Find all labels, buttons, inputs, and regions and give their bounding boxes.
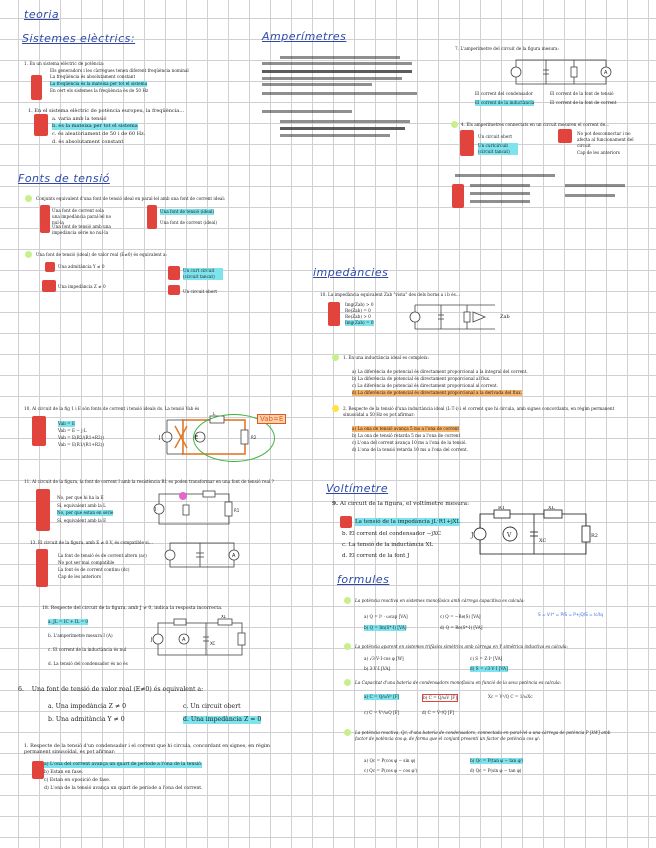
redaction-mark [168,285,180,295]
option-3: Re(Zab) > 0 [345,314,371,319]
question-stem: Conjunts equivalent d'una font de tensió ideal en paral·lel amb una font de corrent ideal: [36,196,226,201]
option-d: d. El corrent de la font J [342,553,410,559]
svg-text:R2: R2 [251,435,257,440]
option-line-2: Vab = E − j·L [58,428,87,433]
option-d: Sí, equivalent amb la E [57,518,107,523]
option-b-highlighted: b) Qc = P(tan φ − tan φ') [470,758,524,763]
question-number: 6. [18,686,24,693]
option-c-highlighted: La freqüència és la mateixa per tot el sistema [50,81,148,86]
question-number: 2. [343,406,347,411]
svg-text:I: I [155,507,157,513]
svg-text:R1: R1 [234,508,240,513]
redaction-mark [36,489,50,531]
option-b-highlighted: Un curtcircuit (circuit tancat) [478,143,518,155]
heading-sistemes-electrics: Sistemes elèctrics: [22,32,136,45]
formula-stem: La potència reactiva, Qc, d'una bateria de condensadors, connectada en paral·lel a una càrrega de potència P [kW] amb factor de potència cos φ, de forma que el conjunt presenti un factor de potència cos φ': [355,730,611,741]
option-d: El corrent de la font de corrent [550,100,617,105]
question-stem: 4. Els amperímetres connectats en un circuit mesuren el corrent de… [461,122,610,127]
bullet-marker [344,729,351,736]
redaction-mark [328,302,340,326]
option-b-highlighted: b) Q = Im(S*·I) [VA] [364,625,407,630]
blurred-note-line [455,174,555,177]
option-2: Re(Zab) = 0 [345,308,371,313]
option-c: El corrent de la font de tensió [550,91,614,96]
heading-impedancies: impedàncies [313,266,389,279]
circuit-diagram-imp1 [405,300,515,334]
blurred-note-line [262,62,412,65]
option-d: d) L'ona de la tensió retarda 10 ms a l'ona del corrent. [352,447,469,452]
svg-text:XC: XC [539,538,547,544]
question-stem: 1. Respecte de la tensió d'un condensador i el corrent que hi circula, concordant en signes, en règim permanent sinusoïdal, es pot afirmar: [24,744,270,755]
redaction-mark [32,761,44,779]
blurred-note-line [565,194,615,197]
option-a: a. varia amb la tensió [52,116,107,122]
question-stem: 1. En un sistema elèctric de potència: [24,61,105,66]
svg-text:V: V [507,532,512,539]
option-b: b) C = Q/ωV [F] [423,695,457,700]
option-b: La freqüència és absolutament constant [50,74,136,79]
svg-text:E: E [195,435,199,441]
blurred-note-line [280,120,410,123]
question-stem: 18. Respecte del circuit de la figura, amb J ≠ 0, indica la resposta incorrecta. [42,606,223,611]
bullet-marker [344,679,351,686]
svg-text:XC: XC [210,641,216,646]
option-b: b. L'amperímetre mesura I (A) [48,633,113,638]
option-d: d) L'ona de la tensió avança un quart de període a l'ona del corrent. [44,786,203,791]
question-text: Al circuit de la figura, el voltímetre mesura: [339,501,470,507]
option-d: d) Q = Re(S*·I) [VA] [440,625,483,630]
redaction-mark [460,130,474,156]
option-b: b) Estan en fase. [44,770,84,775]
option-c: c. és aleatòriament de 50 i de 60 Hz. [52,131,146,137]
option-b: b. El corrent del condensador −jXC [342,531,442,537]
bullet-marker [344,643,351,650]
question-stem: 7. L'amperímetre del circuit de la figura mesura: [455,46,559,51]
bullet-marker [25,251,32,258]
option-a: Una admitància Y ≠ 0 [58,264,105,269]
option-c: c) L'ona del corrent avança 10 ms a l'ona de la tensió. [352,440,467,445]
question-stem: 1. En el sistema elèctric de potència europeu, la freqüència… [28,108,185,114]
blurred-note-line [262,77,402,80]
option-a-highlighted: La tensió de la impedància jL·R1+jXL [355,519,461,525]
circuit-diagram-q6 [145,488,240,530]
option-d: En cert els sistemes la freqüència és de 50 Hz [50,88,149,93]
blurred-note-line [470,192,530,195]
question-stem: 13. El circuit de la figura, amb E ≠ 0 V, és compatible si… [30,540,153,545]
svg-text:J: J [159,435,161,441]
option-d: Cap de les anteriors [58,574,101,579]
bullet-marker [451,121,458,128]
option-a: No, per que hi ha la E [57,495,104,500]
formula-stem: La potència aparent en sistemes trifàsics simètrics amb càrrega en Y simètrica inductiva es calcula: [355,644,568,649]
question-stem: 10. La impedància equivalent Zab "vista" des dels borns a i b és… [320,292,460,297]
option-d: d) Qc = P(sin φ − tan φ) [470,768,522,773]
vab-annotation: Vab=E [257,414,286,424]
redaction-mark [340,516,352,528]
option-b: Una font de tensió amb una impedància sèrie no nul·la [52,224,111,235]
question-stem [343,355,429,361]
option-a: a) La diferència de potencial és directament proporcional a la integral del corrent. [352,369,528,374]
option-d-highlighted: d) S = √3·V·I [VA] [470,666,508,671]
option-b-highlighted: El corrent de la inductància [475,100,535,105]
option-a: Els generadors i les càrregues tenen diferent freqüència nominal [50,68,189,73]
heading-amperimetres: Amperímetres [262,30,347,43]
question-stem: 10. Al circuit de la fig 1 i E són fonts de corrent i tensió ideals ds. La tensió Vab és [24,406,200,411]
question-text: Una font de tensió de valor real (E≠0) és equivalent a: [31,686,204,693]
impedance-label: Zab [500,314,510,320]
option-c-highlighted: No, per que estan en sèrie [57,510,114,515]
question-stem [18,686,203,694]
option-d: d) C = V²/Q [F] [422,710,455,715]
blurred-note-line-highlighted [262,70,412,73]
question-number: 9. [332,501,339,507]
circuit-diagram-q8 [148,615,248,661]
option-d: Una font de corrent (ideal) [160,220,217,225]
svg-text:L: L [213,412,216,416]
formula-note: S = V·I* = P/S = P+jQ/S = Ic/Iq [538,612,603,617]
option-d-highlighted: d. Una impedància Z = 0 [183,716,262,723]
blurred-note-line [470,184,530,187]
circuit-diagram-amp1 [508,54,618,88]
option-c: c) La diferència de potencial és directament proporcional al corrent. [352,383,498,388]
option-d: Un circuit obert [183,289,218,294]
option-c: c) C = V²/ωQ [F] [364,710,400,715]
redaction-mark [42,280,56,292]
redaction-mark [168,266,180,280]
blurred-note-line [470,200,530,203]
blurred-note-line [565,184,625,187]
option-d: Cap de les anteriors [577,150,620,155]
option-b: Sí, equivalent amb la L [57,503,106,508]
option-c: No pot desconnectar i no afecta al funcionament del circuit [577,131,634,148]
option-b: b) La diferència de potencial és directament proporcional al flux. [352,376,491,381]
heading-voltimetre: Voltímetre [326,482,389,495]
circuit-diagram-volt [468,506,598,562]
option-1: Img(Zab) > 0 [345,302,374,307]
svg-text:R1: R1 [498,506,505,511]
redaction-mark [36,549,48,587]
question-stem: 11. Al circuit de la figura, la font de corrent I amb la resistència R1 es poden transformar en una font de tensió real ? [24,479,274,484]
question-stem [332,500,469,508]
question-text: En una inductància ideal es compleix: [348,355,429,360]
redaction-mark [34,114,48,136]
bullet-marker [25,195,32,202]
option-a: a) Qc = P(cos φ − sin φ) [364,758,416,763]
option-c: La font és de corrent continu (dc) [58,567,130,572]
redaction-mark [40,205,50,233]
redaction-mark [452,184,464,208]
question-stem: Una font de tensió (ideal) de valor real (E≠0) és equivalent a: [36,252,167,257]
formula-note: Xc = V²/Q C = 1/ωXc [488,694,533,699]
redaction-mark [45,262,55,272]
option-a: Una font de corrent sola una impedància paral·lel no nul·la [52,208,112,225]
option-line-4: Vab = E(R1/(R1+R2)) [58,442,104,447]
heading-teoria: teoria [24,8,60,21]
blurred-note-line-highlighted [280,127,405,130]
option-a-highlighted: a. JL = IC + IL = 0 [48,619,89,624]
svg-text:J: J [151,637,153,643]
question-stem [343,406,633,418]
redaction-mark [31,75,42,100]
option-a-highlighted: a) La ona de tensió avança 5 ms a l'ona de corrent [352,426,460,431]
option-a: a. Una impedància Z ≠ 0 [48,703,127,710]
option-b: No pot ser mai compatible [58,560,115,565]
svg-text:A: A [182,637,186,643]
option-a-highlighted: a) L'ona del corrent avança un quart de període a l'ona de la tensió. [44,762,203,767]
circuit-diagram-q7 [158,537,243,573]
svg-text:XL: XL [221,615,226,619]
option-d-highlighted: d) La diferència de potencial és directament proporcional a la derivada del flux. [352,390,522,395]
redaction-mark [32,416,46,446]
blurred-note-line [280,56,400,59]
option-c: c. La tensió de la inductància XL [342,542,434,548]
option-d: d. La tensió del condensador és no és [48,661,128,666]
svg-text:R2: R2 [591,533,598,539]
blurred-note-line [262,83,372,86]
option-a: a) Q = I² · ωcap [VA] [364,614,408,619]
option-c: c) Qc = P(cos φ − cos φ') [364,768,418,773]
option-c: c. El corrent de la inductància és nul [48,647,127,652]
heading-fonts-de-tensio: Fonts de tensió [18,172,110,185]
option-c: c) Q = −Re(S) [VA] [440,614,481,619]
redaction-mark [558,129,572,143]
option-d: d. és absolutament constant [52,139,124,145]
svg-text:A: A [232,553,236,559]
formula-stem: La potència reactiva en sistemes monofàsics amb càrrega capacitiva es calcula: [355,598,525,603]
option-b: b) 3·V·I [VA] [364,666,391,671]
option-4-highlighted: Img(Zab) = 0 [345,320,374,325]
blurred-note-line [280,134,390,137]
svg-text:J: J [471,532,474,539]
blurred-note-line [262,110,352,113]
option-b: b) La ona de tensió retarda 5 ms a l'ona de corrent [352,433,461,438]
option-c-highlighted: Un curt circuit (circuit tancat) [183,268,223,280]
svg-text:XL: XL [548,506,555,511]
option-c-highlighted: Una font de tensió (ideal) [160,209,215,214]
question-number: 1. [343,355,347,360]
blurred-note-line [262,92,417,95]
option-b: b. Una admitància Y ≠ 0 [48,716,125,723]
svg-text:A: A [604,70,608,76]
option-c: c) S = Z·I² [VA] [470,656,503,661]
option-b: Una impedància Z ≠ 0 [58,284,106,289]
option-a: El corrent del condensador [475,91,533,96]
bullet-marker [344,597,351,604]
bullet-marker [332,405,339,412]
option-c: c) Estan en oposició de fase. [44,778,111,783]
redaction-mark [147,205,157,229]
option-line-3: Vab = E(R2/(R1+R2)) [58,435,104,440]
option-a: a) √3·V·I·cos φ [W] [364,656,404,661]
heading-formules: formules [337,573,390,586]
bullet-marker [332,354,339,361]
formula-stem: La Capacitat d'una bateria de condensadors monofàsica en funció de la seva potència es calcula: [355,680,562,685]
option-a-highlighted: a) C = Q/ωV² [F] [364,694,400,699]
option-a: Un circuit obert [478,134,513,139]
option-b-highlighted: b. és la mateixa per tot el sistema [52,123,138,129]
question-text: Respecte de la tensió d'una inductància ideal (L·T·i) i el corrent que hi circula, amb signes concordants, en règim permanent sinusoïdal a 50 Hz es pot afirmar: [343,406,615,417]
option-c: c. Un circuit obert [183,703,241,710]
option-a: La font de tensió és de corrent altern (ac) [58,553,147,558]
option-line-1-highlighted: Vab = E [58,421,76,426]
